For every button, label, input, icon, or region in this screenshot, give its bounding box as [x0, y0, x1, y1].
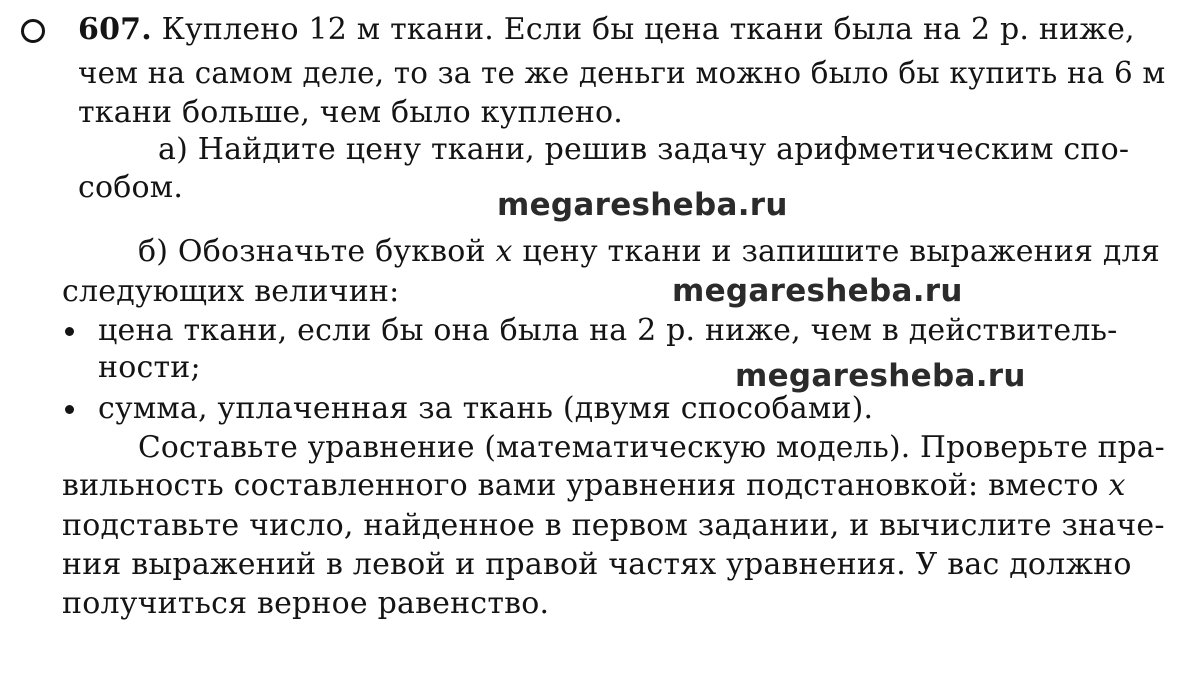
paragraph-line-2-text: вильность составленного вами уравнения подстановкой: вместо: [62, 468, 1109, 503]
paragraph-line-2: [62, 468, 1126, 504]
problem-line-3: ткани больше, чем было куплено.: [78, 95, 624, 130]
part-a-line-2: собом.: [78, 170, 184, 205]
bullet-dot-icon: [65, 327, 74, 336]
watermark-2: megaresheba.ru: [672, 273, 963, 309]
problem-text-line-1: Куплено 12 м ткани. Если бы цена ткани была на 2 р. ниже,: [161, 12, 1135, 47]
paragraph-line-1: Составьте уравнение (математическую модель). Проверьте пра-: [138, 430, 1165, 465]
problem-line-2: чем на самом деле, то за те же деньги можно было бы купить на 6 м: [78, 56, 1166, 91]
part-b-text-start: б) Обозначьте буквой: [138, 234, 496, 269]
bullet-1-line-1: цена ткани, если бы она была на 2 р. ниже, чем в действитель-: [98, 313, 1118, 348]
watermark-3: megaresheba.ru: [735, 358, 1026, 394]
paragraph-line-5: получиться верное равенство.: [62, 586, 550, 621]
part-b-line-2: следующих величин:: [62, 274, 400, 309]
watermark-1: megaresheba.ru: [497, 187, 788, 223]
problem-line-1: [78, 12, 1135, 48]
part-b-text-end: цену ткани и запишите выражения для: [512, 234, 1160, 269]
bullet-2: сумма, уплаченная за ткань (двумя способами).: [98, 391, 874, 426]
part-a-line-1: а) Найдите цену ткани, решив задачу арифметическим спо-: [158, 132, 1130, 167]
bullet-1-line-2: ности;: [98, 350, 201, 385]
paragraph-line-3: подставьте число, найденное в первом задании, и вычислите значе-: [62, 508, 1165, 543]
variable-x: x: [495, 234, 513, 269]
bullet-dot-icon: [65, 405, 74, 414]
part-b-line-1: [138, 234, 1160, 270]
paragraph-line-4: ния выражений в левой и правой частях уравнения. У вас должно: [62, 547, 1132, 582]
problem-number: 607.: [78, 12, 152, 47]
circle-marker-icon: [21, 19, 45, 43]
variable-x: x: [1108, 468, 1126, 503]
